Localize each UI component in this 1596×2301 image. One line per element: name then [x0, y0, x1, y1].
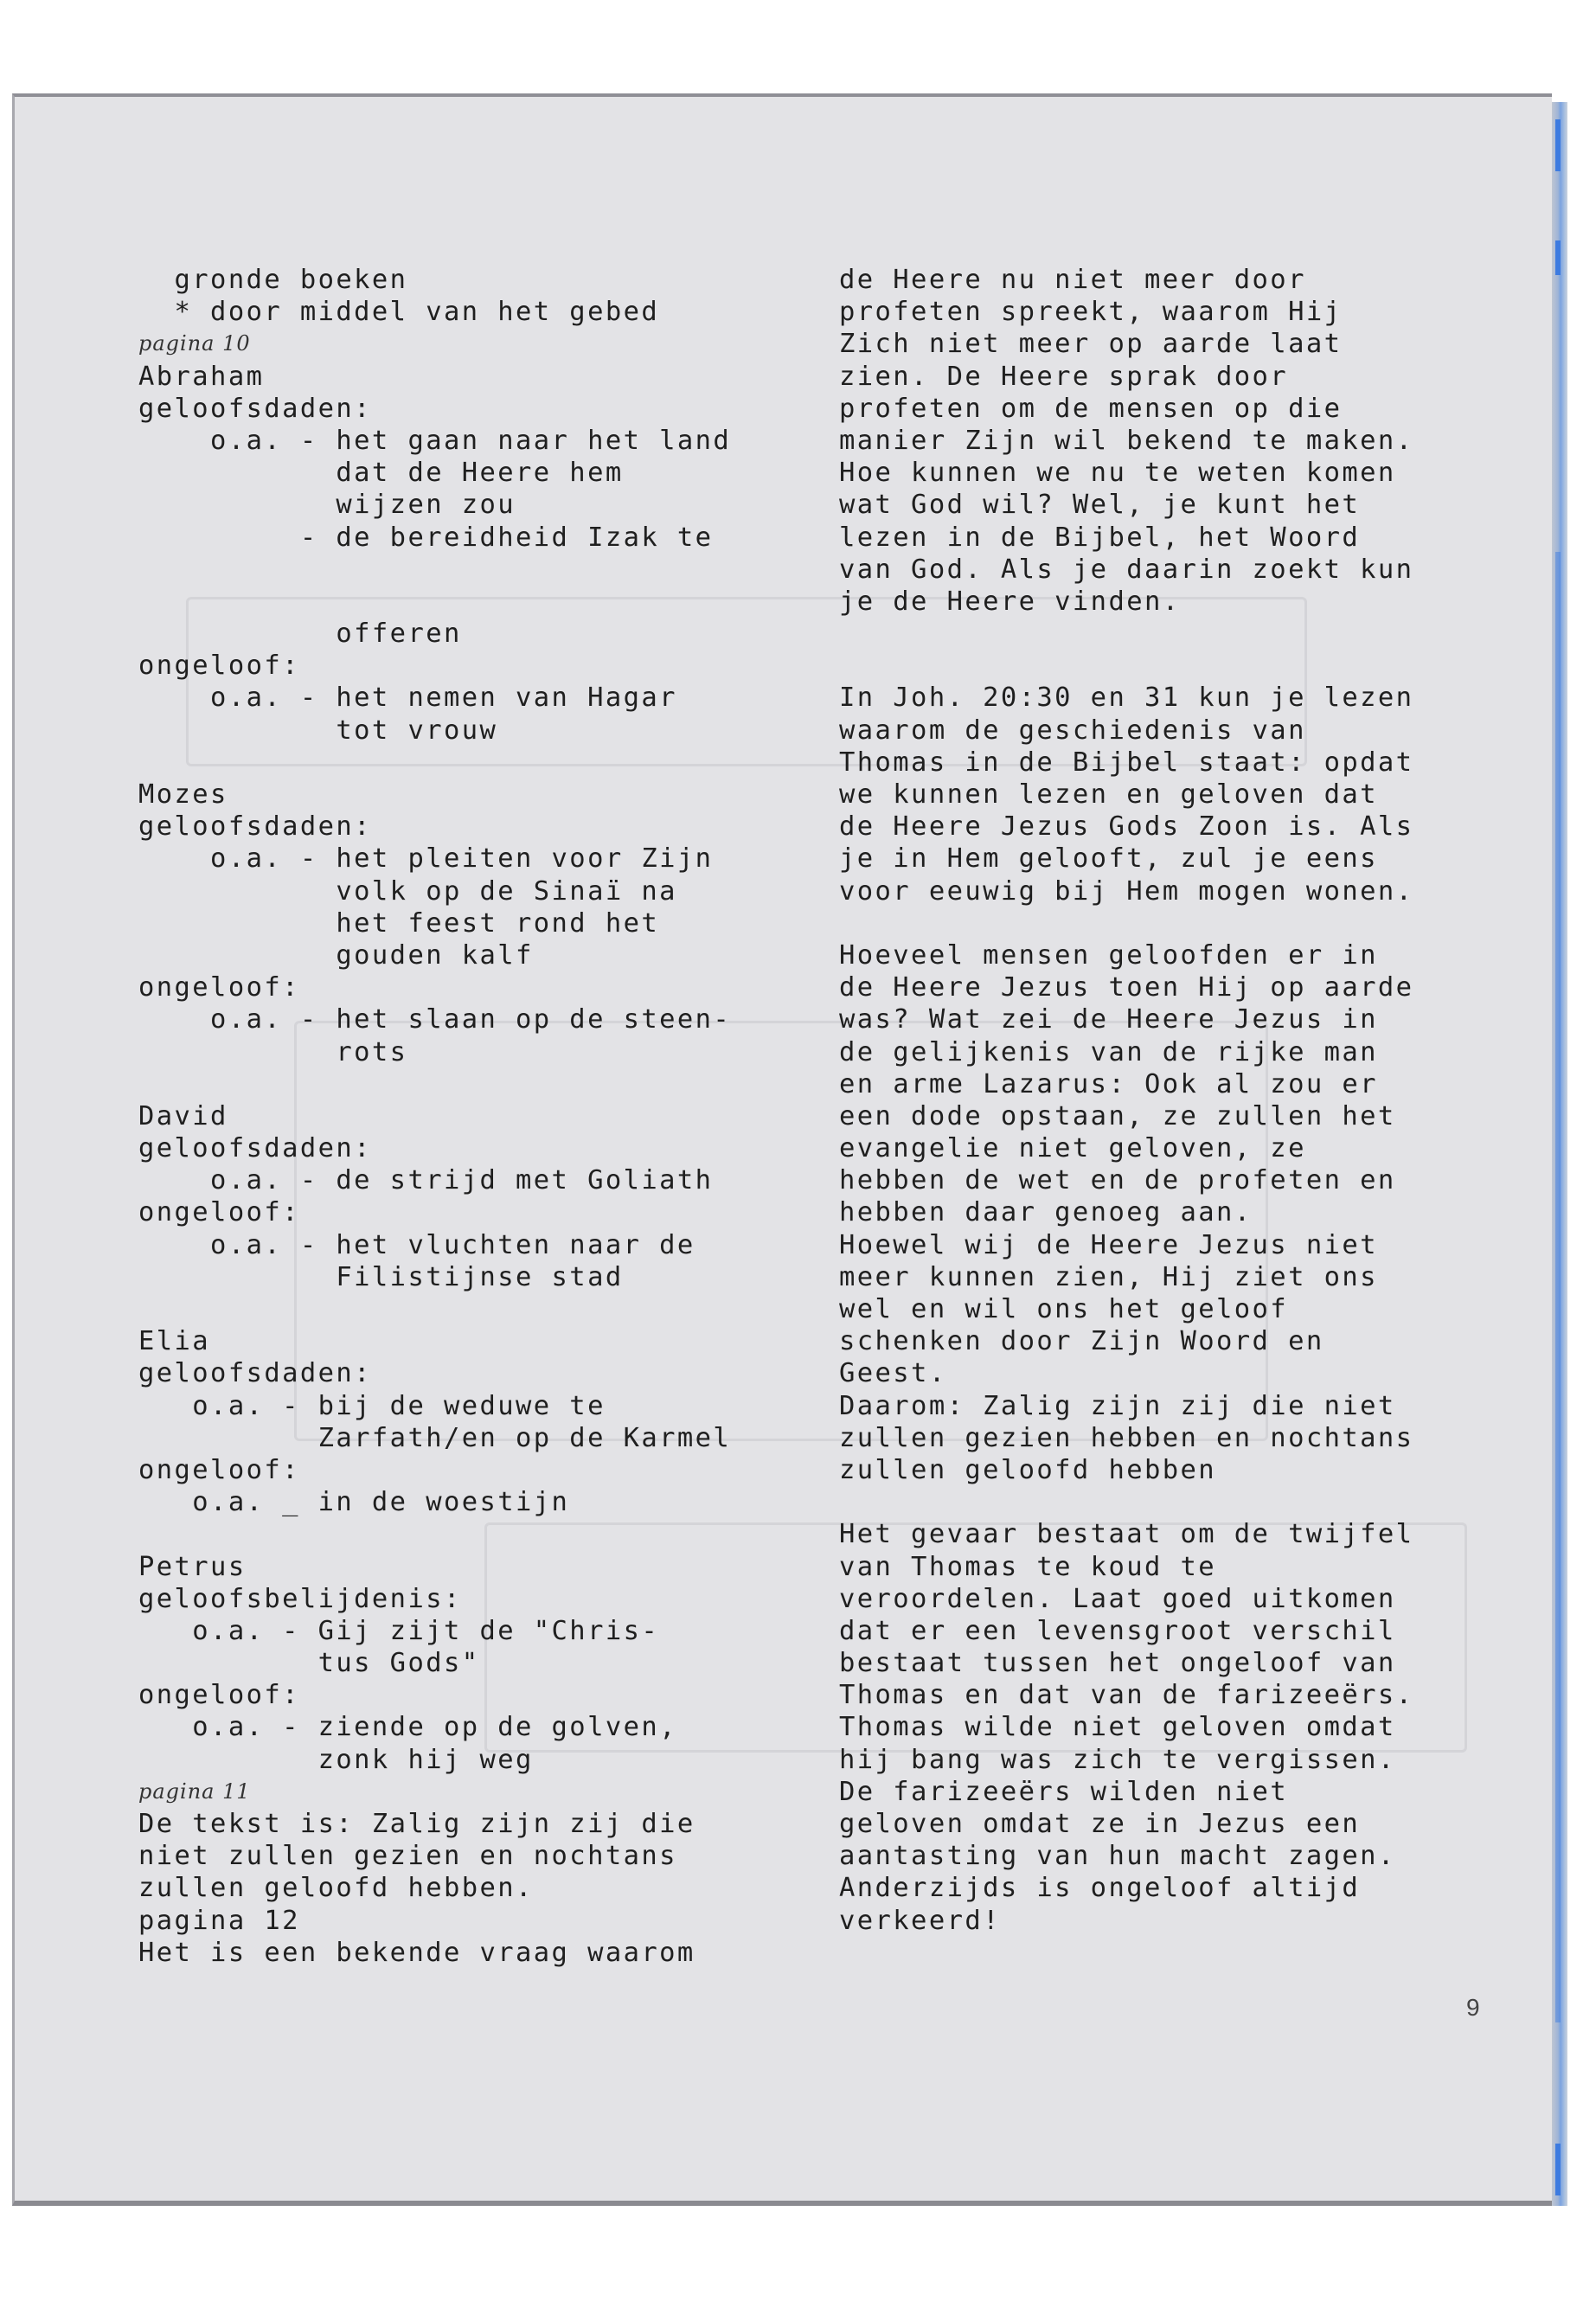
- text-line: ongeloof:: [138, 651, 300, 682]
- text-line: ongeloof:: [138, 972, 300, 1003]
- text-line: de Heere nu niet meer door: [839, 265, 1306, 295]
- text-line: dat er een levensgroot verschil: [839, 1615, 1396, 1646]
- text-line: was? Wat zei de Heere Jezus in: [839, 1004, 1378, 1035]
- text-line: je in Hem gelooft, zul je eens: [839, 843, 1378, 875]
- text-line: o.a. - het vluchten naar de: [138, 1229, 695, 1260]
- text-line: o.a. - het pleiten voor Zijn: [138, 843, 714, 875]
- text-line: Petrus: [138, 1551, 247, 1582]
- text-line: [839, 618, 1413, 650]
- text-line: David: [138, 1100, 228, 1131]
- text-line: Abraham: [138, 361, 265, 392]
- text-line: de gelijkenis van de rijke man: [839, 1036, 1378, 1067]
- text-line: evangelie niet geloven, ze: [839, 1133, 1306, 1164]
- text-line: geloofsdaden:: [138, 393, 372, 424]
- right-text-column: [839, 264, 1413, 1937]
- text-line: [138, 586, 731, 618]
- edge-mark: [1555, 119, 1561, 171]
- text-line: offeren: [138, 619, 462, 650]
- text-line: gouden kalf: [138, 939, 534, 971]
- text-line: schenken door Zijn Woord en: [839, 1326, 1324, 1357]
- text-line: de Heere Jezus toen Hij op aarde: [839, 972, 1414, 1003]
- text-line: Thomas wilde niet geloven omdat: [839, 1712, 1396, 1743]
- text-line: Hoewel wij de Heere Jezus niet: [839, 1229, 1378, 1260]
- text-line: o.a. - ziende op de golven,: [138, 1712, 677, 1743]
- text-line: [138, 554, 731, 586]
- text-line: veroordelen. Laat goed uitkomen: [839, 1583, 1396, 1614]
- text-line: wijzen zou: [138, 490, 516, 521]
- text-line: Mozes: [138, 779, 228, 810]
- text-line: Hoe kunnen we nu te weten komen: [839, 458, 1396, 489]
- text-line: pagina 10: [138, 331, 251, 356]
- text-line: Het gevaar bestaat om de twijfel: [839, 1519, 1414, 1550]
- text-line: van Thomas te koud te: [839, 1551, 1217, 1582]
- text-line: o.a. - het gaan naar het land: [138, 425, 732, 456]
- text-line: en arme Lazarus: Ook al zou er: [839, 1068, 1378, 1099]
- text-line: Daarom: Zalig zijn zij die niet: [839, 1390, 1396, 1421]
- text-line: De tekst is: Zalig zijn zij die: [138, 1809, 695, 1839]
- text-line: [138, 1068, 731, 1100]
- text-line: verkeerd!: [839, 1905, 1001, 1936]
- text-line: manier Zijn wil bekend te maken.: [839, 425, 1414, 456]
- text-line: * door middel van het gebed: [138, 297, 660, 328]
- text-line: volk op de Sinaï na: [138, 875, 677, 907]
- text-line: tot vrouw: [138, 715, 498, 746]
- text-line: Thomas en dat van de farizeeërs.: [839, 1680, 1414, 1711]
- text-line: het feest rond het: [138, 907, 660, 939]
- text-line: [138, 747, 731, 779]
- text-line: hebben de wet en de profeten en: [839, 1165, 1396, 1196]
- text-line: profeten spreekt, waarom Hij: [839, 297, 1343, 328]
- text-line: Het is een bekende vraag waarom: [138, 1937, 695, 1968]
- text-line: zullen geloofd hebben: [839, 1454, 1217, 1485]
- text-line: waarom de geschiedenis van: [839, 715, 1306, 746]
- text-line: [138, 1518, 731, 1550]
- text-line: geloofsdaden:: [138, 1133, 372, 1164]
- text-line: tus Gods": [138, 1648, 480, 1679]
- text-line: wel en wil ons het geloof: [839, 1294, 1289, 1324]
- text-line: o.a. - het nemen van Hagar: [138, 683, 677, 714]
- text-line: Anderzijds is ongeloof altijd: [839, 1873, 1361, 1904]
- text-line: Elia: [138, 1326, 211, 1357]
- text-line: ongeloof:: [138, 1454, 300, 1485]
- text-line: Zarfath/en op de Karmel: [138, 1422, 732, 1453]
- text-line: hij bang was zich te vergissen.: [839, 1744, 1396, 1775]
- edge-mark: [1555, 240, 1561, 275]
- text-line: je de Heere vinden.: [839, 586, 1181, 617]
- text-line: geloven omdat ze in Jezus een: [839, 1809, 1361, 1839]
- text-line: o.a. _ in de woestijn: [138, 1487, 570, 1518]
- text-line: gronde boeken: [138, 265, 408, 295]
- text-line: een dode opstaan, ze zullen het: [839, 1100, 1396, 1131]
- text-line: [138, 1293, 731, 1325]
- text-line: ongeloof:: [138, 1197, 300, 1228]
- text-line: Zich niet meer op aarde laat: [839, 329, 1343, 360]
- text-line: de Heere Jezus Gods Zoon is. Als: [839, 811, 1414, 843]
- text-line: pagina 12: [138, 1905, 300, 1936]
- text-line: Hoeveel mensen geloofden er in: [839, 939, 1378, 971]
- text-line: geloofsdaden:: [138, 811, 372, 843]
- page-edge-binding: [1552, 102, 1567, 2206]
- left-text-column: [138, 264, 731, 1969]
- text-line: rots: [138, 1036, 408, 1067]
- text-line: zonk hij weg: [138, 1744, 534, 1775]
- text-line: [839, 650, 1413, 682]
- text-line: wat God wil? Wel, je kunt het: [839, 490, 1361, 521]
- text-line: ongeloof:: [138, 1680, 300, 1711]
- text-line: zullen gezien hebben en nochtans: [839, 1422, 1414, 1453]
- text-line: dat de Heere hem: [138, 458, 624, 489]
- text-line: van God. Als je daarin zoekt kun: [839, 554, 1414, 585]
- text-line: Filistijnse stad: [138, 1261, 624, 1292]
- text-line: pagina 11: [138, 1779, 251, 1804]
- text-line: o.a. - de strijd met Goliath: [138, 1165, 714, 1196]
- text-line: [839, 1486, 1413, 1518]
- text-line: bestaat tussen het ongeloof van: [839, 1648, 1396, 1679]
- text-line: zullen geloofd hebben.: [138, 1873, 534, 1904]
- page-number: 9: [1466, 1994, 1480, 2021]
- text-line: we kunnen lezen en geloven dat: [839, 779, 1378, 810]
- text-line: De farizeeërs wilden niet: [839, 1776, 1289, 1807]
- text-line: aantasting van hun macht zagen.: [839, 1841, 1396, 1872]
- text-line: o.a. - bij de weduwe te: [138, 1390, 606, 1421]
- text-line: meer kunnen zien, Hij ziet ons: [839, 1261, 1378, 1292]
- edge-mark: [1555, 552, 1561, 2022]
- text-line: voor eeuwig bij Hem mogen wonen.: [839, 875, 1414, 907]
- text-line: o.a. - Gij zijt de "Chris-: [138, 1615, 660, 1646]
- text-line: niet zullen gezien en nochtans: [138, 1841, 677, 1872]
- text-line: In Joh. 20:30 en 31 kun je lezen: [839, 683, 1414, 714]
- text-line: - de bereidheid Izak te: [138, 522, 714, 553]
- text-line: hebben daar genoeg aan.: [839, 1197, 1253, 1228]
- edge-mark: [1555, 2144, 1561, 2195]
- text-line: profeten om de mensen op die: [839, 393, 1343, 424]
- text-line: Thomas in de Bijbel staat: opdat: [839, 747, 1414, 778]
- text-line: geloofsdaden:: [138, 1358, 372, 1389]
- text-line: [839, 907, 1413, 939]
- text-line: lezen in de Bijbel, het Woord: [839, 522, 1361, 553]
- text-line: geloofsbelijdenis:: [138, 1583, 462, 1614]
- text-line: zien. De Heere sprak door: [839, 361, 1289, 392]
- text-line: Geest.: [839, 1358, 947, 1389]
- text-line: o.a. - het slaan op de steen-: [138, 1004, 732, 1035]
